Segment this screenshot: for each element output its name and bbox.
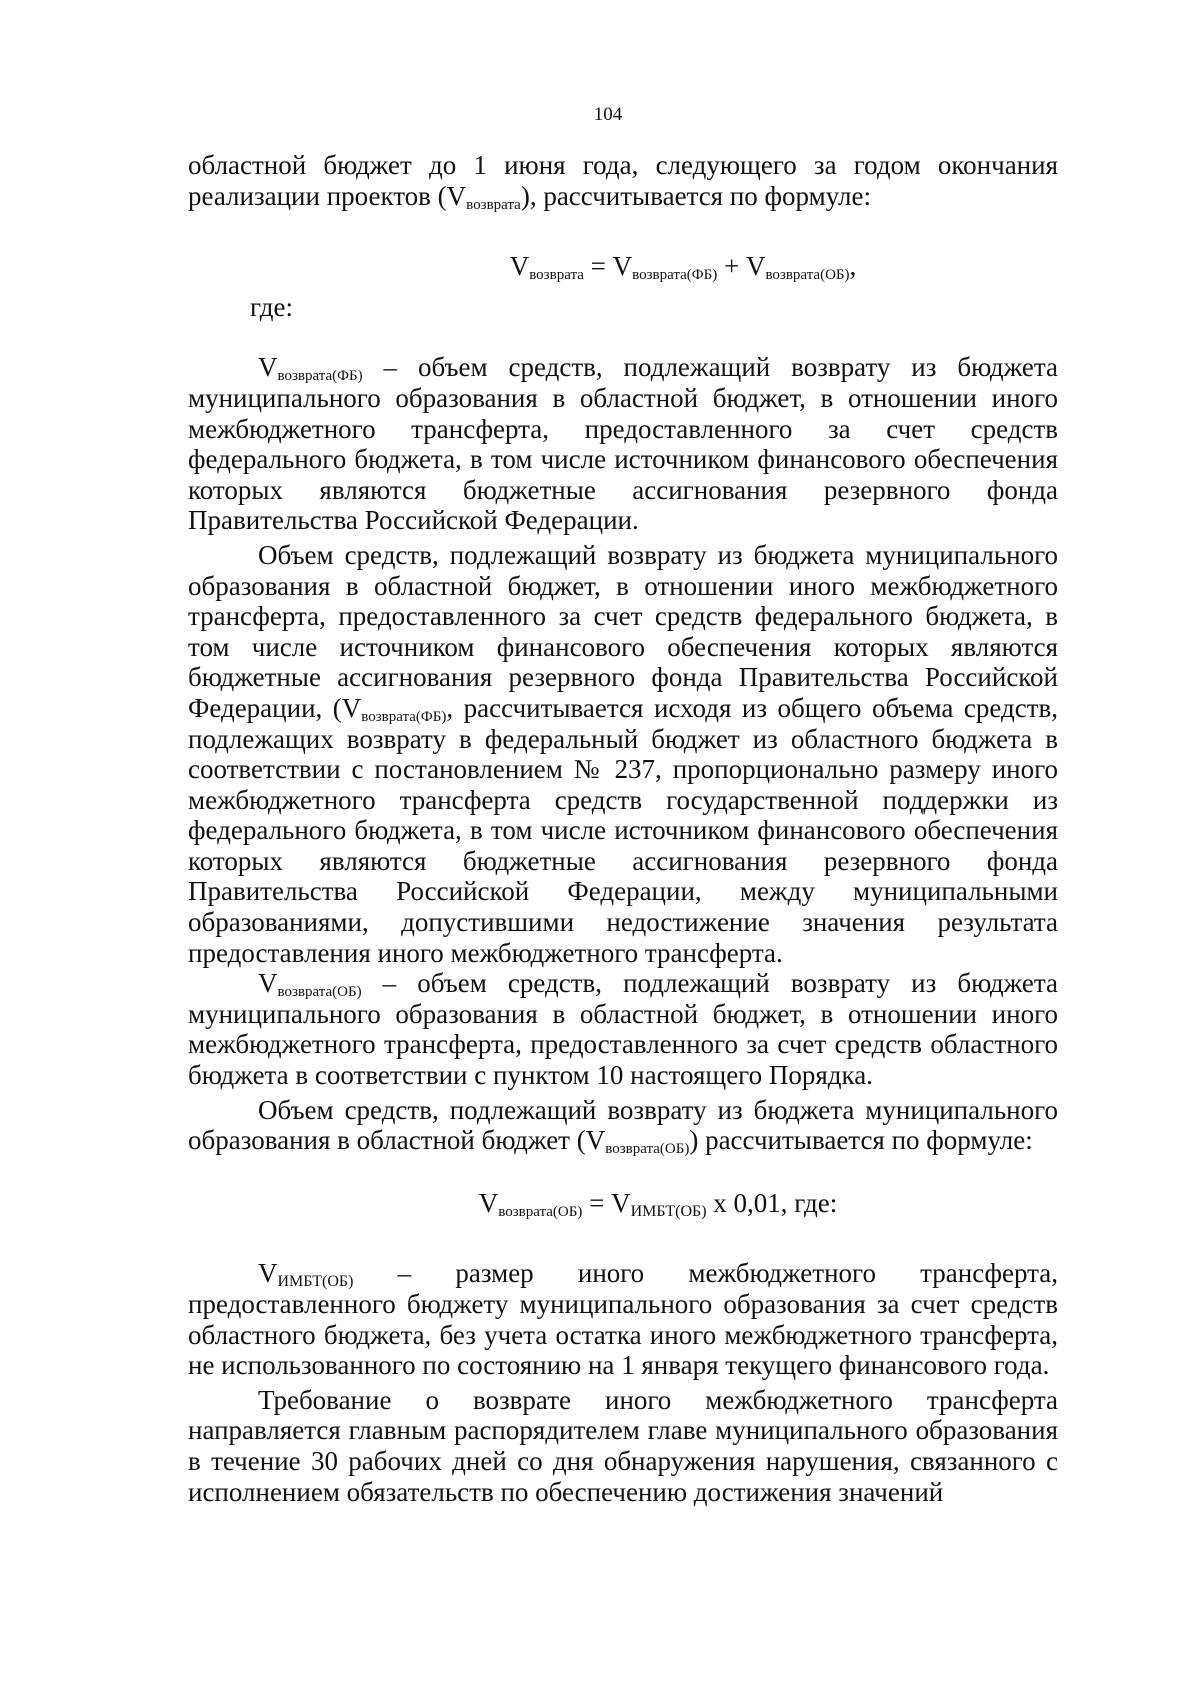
variable-subscript: возврата(ОБ) — [605, 1141, 690, 1158]
formula-total-return — [188, 251, 1058, 282]
variable-v: V — [612, 251, 633, 282]
variable-v: V — [585, 1125, 606, 1156]
variable-v: V — [478, 1187, 499, 1218]
text-fragment: Объем средств, подлежащий возврату из бюджета муниципального образования в областной бюджет ( — [188, 1094, 1058, 1156]
text-fragment: размер иного межбюджетного трансферта, предоставленного бюджету муниципального образования за счет средств областного бюджета, без учета остатка иного межбюджетного трансферта, не использованного по состоянию на 1 января текущего финансового года. — [188, 1258, 1059, 1381]
variable-subscript: возврата(ФБ) — [361, 708, 447, 725]
variable-v: V — [341, 692, 362, 723]
text-fragment: ), рассчитывается по формуле: — [520, 180, 871, 211]
variable-v: V — [611, 1187, 631, 1218]
text-fragment: , рассчитывается исходя из общего объема средств, подлежащих возврату в федеральный бюджет из областного бюджета в соответствии с постановлением № 237, пропорционально размеру иного межбюджетного трансферта средств государственной поддержки из федерального бюджета, в том числе источником финансового обеспечения которых являются бюджетные ассигнования резервного фонда Правительства Российской Федерации, между муниципальными образованиями, допустившими недостижение значения результата предоставления иного межбюджетного трансферта. — [188, 692, 1058, 968]
page-number: 104 — [593, 104, 623, 125]
variable-subscript: возврата(ОБ) — [498, 1203, 583, 1220]
paragraph-ob-formula-intro — [188, 1095, 1058, 1156]
text-fragment: объем средств, подлежащий возврату из бюджета муниципального образования в областной бюджет, в отношении иного межбюджетного трансферта, предоставленного за счет средств федерального бюджета, в том числе источником финансового обеспечения которых являются бюджетные ассигнования резервного фонда Правительства Российской Федерации. — [188, 352, 1059, 536]
variable-v: V — [509, 251, 530, 282]
dash: – — [383, 352, 398, 383]
document-body — [188, 150, 1058, 1507]
variable-v: V — [258, 1258, 278, 1289]
paragraph-intro — [188, 150, 1058, 211]
paragraph-definition-fb — [188, 352, 1058, 536]
variable-v: V — [258, 968, 278, 999]
variable-v: V — [258, 352, 278, 383]
where-label: где: — [250, 291, 293, 322]
variable-subscript: ИМБТ(ОБ) — [630, 1202, 707, 1220]
formula-ob-return — [188, 1188, 1058, 1219]
text-fragment: ) рассчитывается по формуле: — [689, 1125, 1033, 1156]
variable-v: V — [446, 180, 467, 211]
formula-end: x 0,01, где: — [706, 1187, 838, 1218]
text-fragment: объем средств, подлежащий возврату из бюджета муниципального образования в областной бюджет, в отношении иного межбюджетного трансферта, предоставленного за счет средств областного бюджета в соответствии с пунктом 10 настоящего Порядка. — [188, 968, 1058, 1091]
equals-sign: = — [582, 1187, 612, 1218]
text-fragment: областной бюджет до 1 июня года, следующего за годом окончания реализации проектов ( — [188, 150, 1058, 211]
text-fragment: Объем средств, подлежащий возврату из бюджета муниципального образования в областной бюджет, в отношении иного межбюджетного трансферта, предоставленного за счет средств федерального бюджета, в том числе источником финансового обеспечения которых являются бюджетные ассигнования резервного фонда Правительства Российской Федерации, ( — [188, 539, 1058, 723]
paragraph-fb-calculation — [188, 540, 1058, 968]
paragraph-requirement: Требование о возврате иного межбюджетного трансферта направляется главным распорядителем главе муниципального образования в течение 30 рабочих дней со дня обнаружения нарушения, связанного с исполнением обязательств по обеспечению достижения значений — [188, 1384, 1058, 1507]
equals-sign: = — [583, 251, 613, 282]
page-bottom-margin — [0, 1619, 1200, 1699]
formula-end: , — [849, 251, 857, 282]
variable-subscript: возврата — [466, 196, 521, 213]
variable-subscript: возврата(ОБ) — [765, 267, 850, 284]
dash: – — [397, 1258, 412, 1289]
variable-subscript: возврата(ФБ) — [632, 267, 718, 284]
variable-subscript: возврата(ФБ) — [277, 368, 363, 385]
paragraph-definition-ob — [188, 968, 1058, 1090]
variable-subscript: ИМБТ(ОБ) — [277, 1273, 354, 1291]
variable-v: V — [745, 251, 766, 282]
dash: – — [382, 968, 397, 999]
variable-subscript: возврата — [529, 267, 584, 284]
variable-subscript: возврата(ОБ) — [277, 984, 362, 1001]
plus-sign: + — [717, 251, 746, 282]
paragraph-definition-imbt — [188, 1258, 1058, 1380]
